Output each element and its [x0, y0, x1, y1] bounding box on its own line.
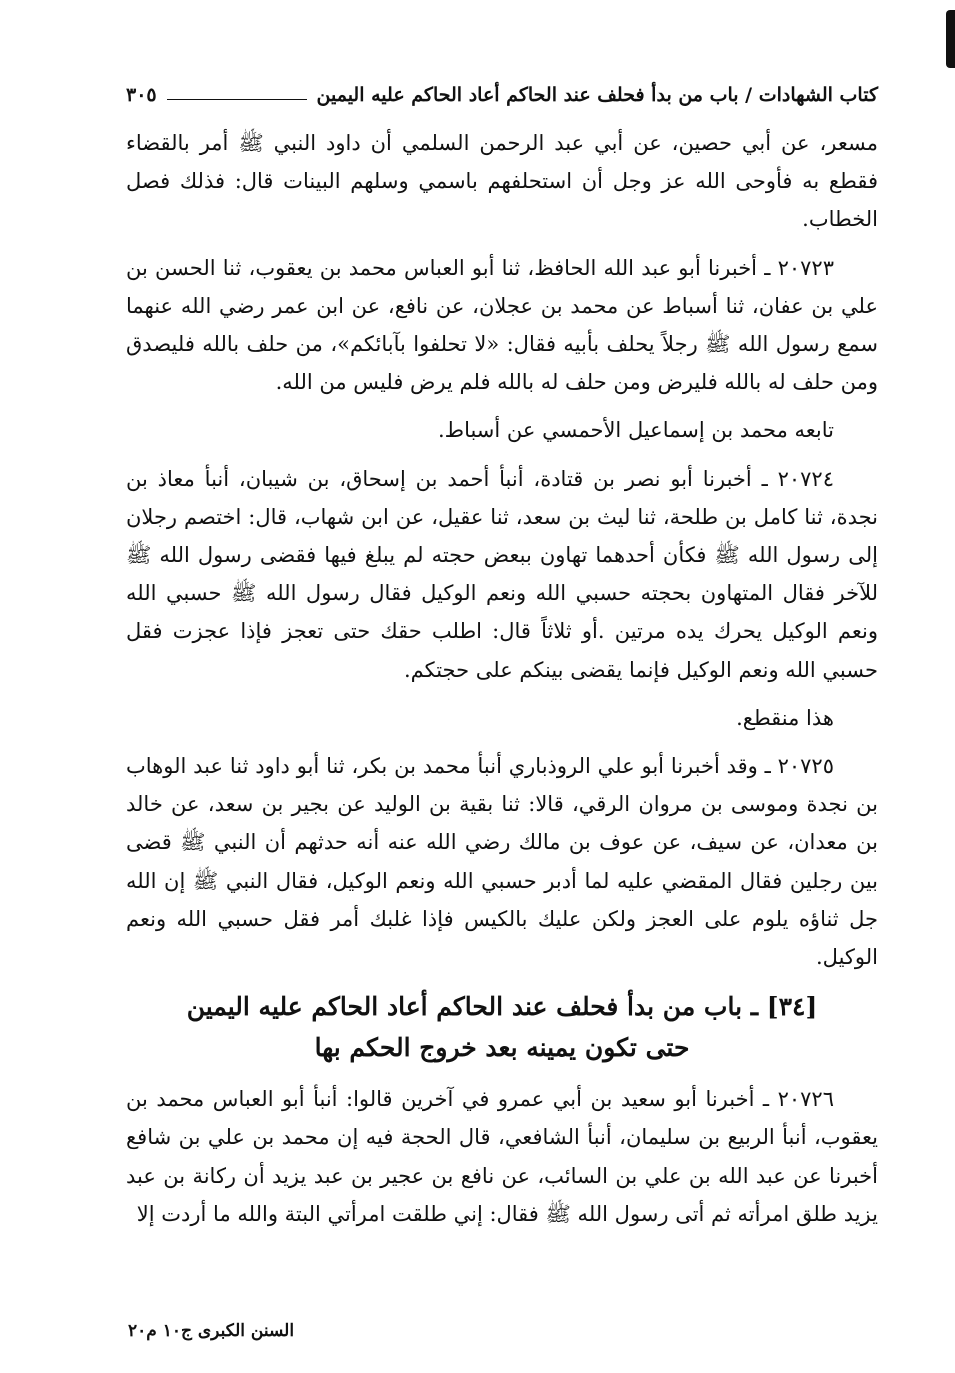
hadith-20723: ٢٠٧٢٣ ـ أخبرنا أبو عبد الله الحافظ، ثنا أبو العباس محمد بن يعقوب، ثنا الحسن بن علي بن عفان، ثنا أسباط عن محمد بن عجلان، عن نافع، عن ابن عمر رضي الله عنهما سمع رسول الله ﷺ رجلاً يحلف بأبيه فقال: «لا تحلفوا بآبائكم»، من حلف بالله فليصدق ومن حلف له بالله فليرض ومن حلف له بالله فلم يرض فليس من الله.: [126, 255, 878, 395]
paragraph-gap: [126, 401, 878, 411]
note-munqati: هذا منقطع.: [736, 705, 834, 730]
hadith-20725: ٢٠٧٢٥ ـ وقد أخبرنا أبو علي الروذباري أنبأ محمد بن بكر، ثنا أبو داود ثنا عبد الوهاب بن نجدة وموسى بن مروان الرقي، قالا: ثنا بقية بن الوليد عن بجير بن سعد، عن خالد بن معدان، عن سيف، عن عوف بن مالك رضي الله عنه أنه حدثهم أن النبي ﷺ قضى بين رجلين فقال المقضي عليه لما أدبر حسبي الله ونعم الوكيل، فقال النبي ﷺ إن الله جل ثناؤه يلوم على العجز ولكن عليك بالكيس فإذا غلبك أمر فقل حسبي الله ونعم الوكيل.: [126, 754, 878, 970]
note-followed-by: تابعه محمد بن إسماعيل الأحمسي عن أسباط.: [437, 418, 834, 443]
paragraph-gap: [126, 450, 878, 460]
page-number: ٣٠٥: [126, 84, 157, 106]
hadith-20726: ٢٠٧٢٦ ـ أخبرنا أبو سعيد بن أبي عمرو في آخرين قالوا: أنبأ أبو العباس محمد بن يعقوب، أنبأ الربيع بن سليمان، أنبأ الشافعي، قال الحجة فيه إن محمد بن علي بن شافع أخبرنا عن عبد الله بن علي بن السائب، عن نافع بن عجير بن عبد يزيد أن ركانة بن عبد يزيد طلق امرأته ثم أتى رسول الله ﷺ فقال: إني طلقت امرأتي البتة والله ما أردت إلا: [126, 1087, 878, 1226]
chapter-heading: [126, 986, 878, 1068]
paragraph-continuation: مسعر، عن أبي حصين، عن أبي عبد الرحمن السلمي أن داود النبي ﷺ أمر بالقضاء فقطع به فأوحى الله عز وجل أن استحلفهم باسمي وسلهم البينات قال: فذلك فصل الخطاب.: [126, 131, 878, 232]
book-page: [126, 78, 878, 1233]
paragraph-gap: [126, 239, 878, 249]
hadith-20724: ٢٠٧٢٤ ـ أخبرنا أبو نصر بن قتادة، أنبأ أحمد بن إسحاق، بن شيبان، أنبأ معاذ بن نجدة، ثنا كامل بن طلحة، ثنا ليث بن سعد، ثنا عقيل، عن ابن شهاب، قال: اختصم رجلان إلى رسول الله ﷺ فكأن أحدهما تهاون ببعض حجته لم يبلغ فيها فقضى رسول الله ﷺ للآخر فقال المتهاون بحجته حسبي الله ونعم الوكيل فقال رسول الله ﷺ حسبي الله ونعم الوكيل يحرك يده مرتين .أو ثلاثاً قال: اطلب حقك حتى تعجز فإذا عجزت فقل حسبي الله ونعم الوكيل فإنما يقضى بينكم على حجتكم.: [126, 466, 878, 682]
paragraph-gap: [126, 689, 878, 699]
header-rule: [167, 99, 307, 100]
chapter-heading-line-1: [٣٤] ـ باب من بدأ فحلف عند الحاكم أعاد الحاكم عليه اليمين: [186, 992, 818, 1022]
chapter-heading-line-2: حتى تكون يمينه بعد خروج الحكم بها: [314, 1033, 690, 1063]
footer-signature: السنن الكبرى ج١٠ م٢٠: [128, 1321, 295, 1341]
paragraph-gap: [126, 737, 878, 747]
header-title: كتاب الشهادات / باب من بدأ فحلف عند الحاكم أعاد الحاكم عليه اليمين: [316, 84, 878, 106]
page-edge-mark: [946, 10, 955, 68]
running-header: [126, 78, 878, 112]
